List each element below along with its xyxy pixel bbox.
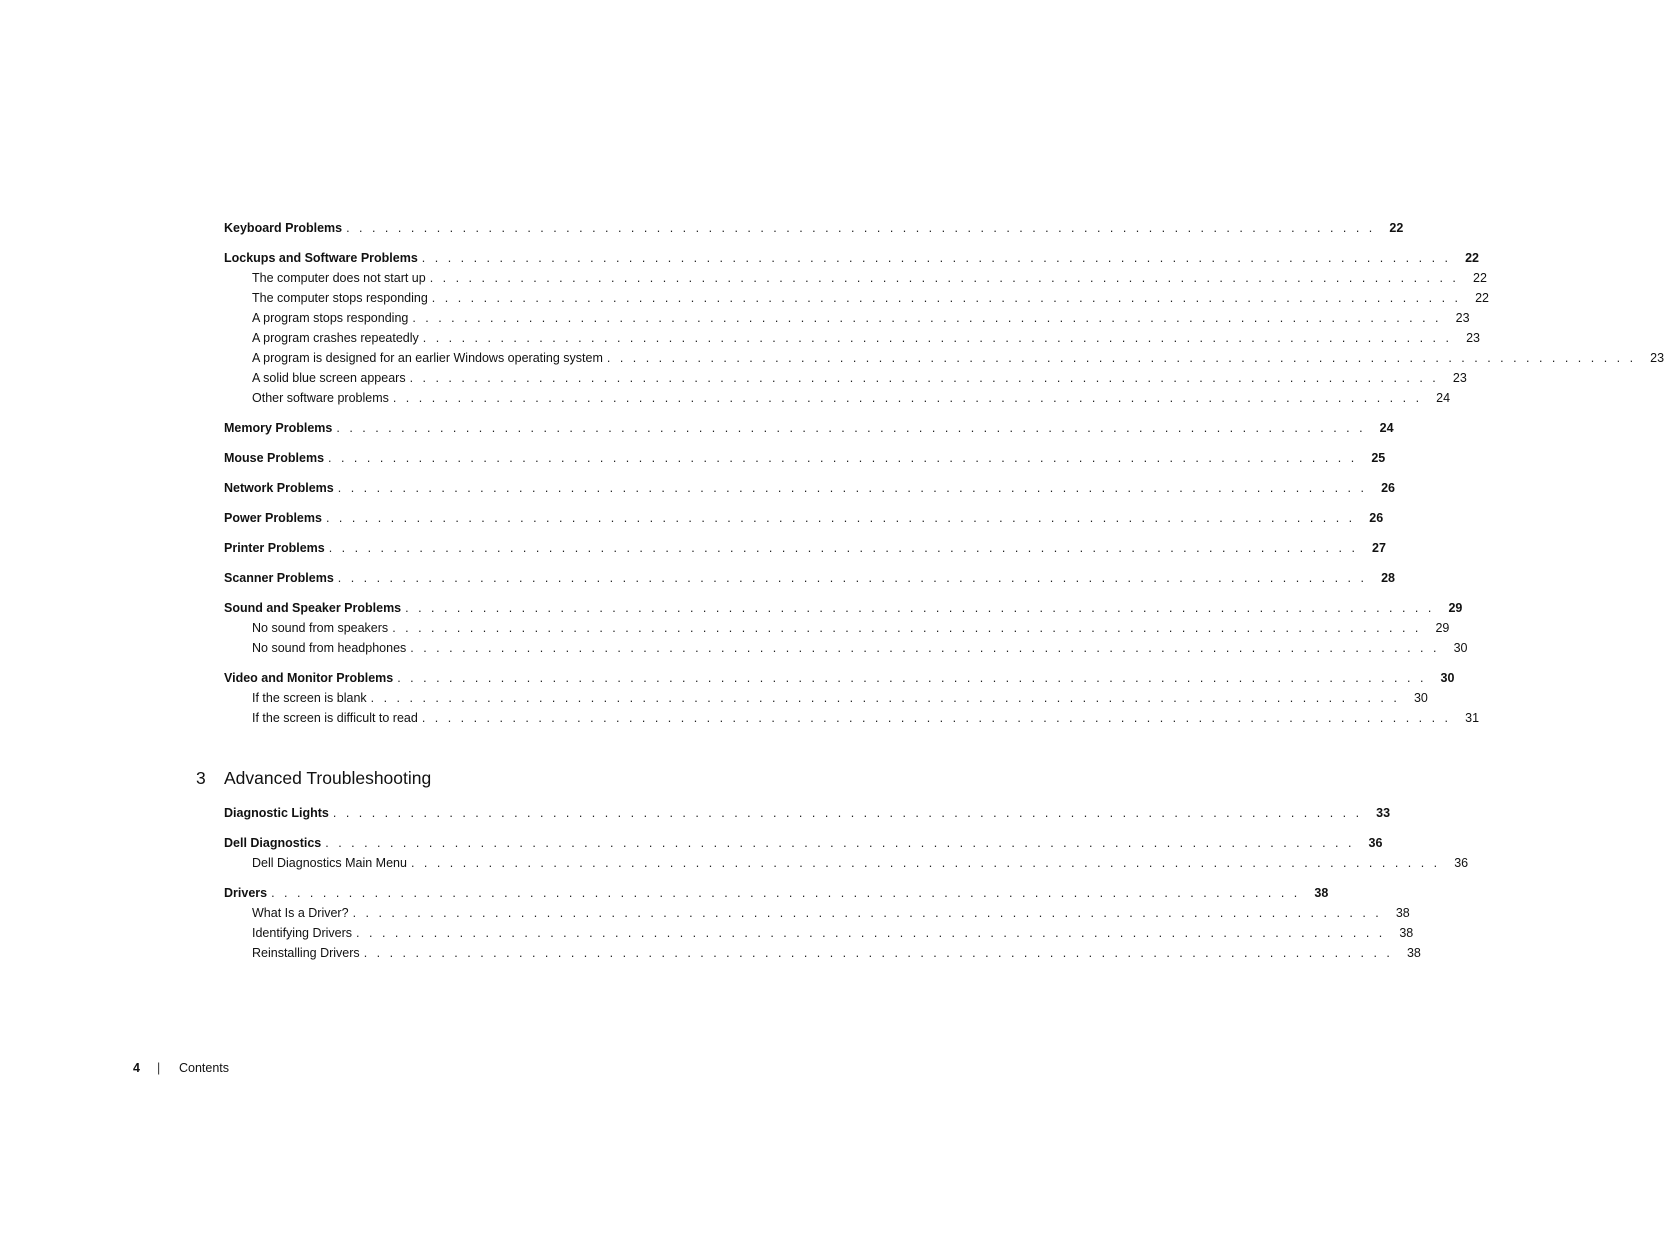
toc-entry-page-number: 26 (1369, 511, 1384, 525)
dot-leader: . . . . . . . . . . . . . . . . . . . . . . . . . . . . . . . . . . . . . . . . . . . . . . . . . . . . . . . . . . . . . . . . . . . . . . . . . . . . . . . . (421, 251, 1451, 265)
dot-leader: . . . . . . . . . . . . . . . . . . . . . . . . . . . . . . . . . . . . . . . . . . . . . . . . . . . . . . . . . . . . . . . . . . . . . . . . . . . . . . . . (405, 601, 1435, 615)
toc-entry-subheading[interactable] (224, 943, 1421, 963)
toc-entry-page-number: 23 (1455, 311, 1470, 325)
table-of-contents-section-a (224, 218, 1664, 728)
toc-entry-page-number: 22 (1475, 291, 1489, 305)
footer-page-number: 4 (133, 1061, 140, 1075)
toc-entry-page-number: 30 (1440, 671, 1455, 685)
table-of-contents-section-b (224, 803, 1469, 963)
toc-entry-subheading[interactable] (224, 708, 1480, 728)
dot-leader: . . . . . . . . . . . . . . . . . . . . . . . . . . . . . . . . . . . . . . . . . . . . . . . . . . . . . . . . . . . . . . . . . . . . . . . . . . . . . . . . (412, 311, 1442, 325)
toc-entry-title: Scanner Problems (224, 571, 334, 585)
toc-entry-title: What Is a Driver? (252, 906, 349, 920)
toc-entry-heading[interactable] (224, 833, 1383, 853)
toc-entry-heading[interactable] (224, 883, 1329, 903)
toc-entry-title: Dell Diagnostics Main Menu (252, 856, 407, 870)
toc-entry-page-number: 23 (1466, 331, 1480, 345)
dot-leader: . . . . . . . . . . . . . . . . . . . . . . . . . . . . . . . . . . . . . . . . . . . . . . . . . . . . . . . . . . . . . . . . . . . . . . . . . . . . . . . . (328, 451, 1358, 465)
toc-entry-title: Dell Diagnostics (224, 836, 322, 850)
toc-entry-page-number: 24 (1436, 391, 1451, 405)
toc-entry-page-number: 24 (1379, 421, 1394, 435)
dot-leader: . . . . . . . . . . . . . . . . . . . . . . . . . . . . . . . . . . . . . . . . . . . . . . . . . . . . . . . . . . . . . . . . . . . . . . . . . . . . . . . . (392, 391, 1423, 405)
toc-entry-title: A program crashes repeatedly (252, 331, 419, 345)
toc-entry-subheading[interactable] (224, 328, 1480, 348)
chapter-title: Advanced Troubleshooting (224, 768, 432, 788)
toc-entry-heading[interactable] (224, 568, 1395, 588)
toc-entry-page-number: 33 (1376, 806, 1391, 820)
toc-entry-subheading[interactable] (224, 268, 1487, 288)
toc-entry-subheading[interactable] (224, 923, 1414, 943)
toc-entry-page-number: 22 (1473, 271, 1487, 285)
toc-entry-heading[interactable] (224, 668, 1455, 688)
toc-entry-subheading[interactable] (224, 618, 1450, 638)
dot-leader: . . . . . . . . . . . . . . . . . . . . . . . . . . . . . . . . . . . . . . . . . . . . . . . . . . . . . . . . . . . . . . . . . . . . . . . . . . . . . . . . (422, 331, 1452, 345)
toc-entry-heading[interactable] (224, 478, 1395, 498)
toc-entry-page-number: 36 (1368, 836, 1383, 850)
toc-entry-subheading[interactable] (224, 853, 1469, 873)
dot-leader: . . . . . . . . . . . . . . . . . . . . . . . . . . . . . . . . . . . . . . . . . . . . . . . . . . . . . . . . . . . . . . . . . . . . . . . . . . . . . . . . (325, 836, 1355, 850)
toc-entry-subheading[interactable] (224, 903, 1410, 923)
footer-section-name: Contents (179, 1061, 230, 1075)
toc-entry-subheading[interactable] (224, 638, 1468, 658)
toc-entry-heading[interactable] (224, 448, 1386, 468)
toc-entry-title: Diagnostic Lights (224, 806, 329, 820)
toc-entry-subheading[interactable] (224, 368, 1467, 388)
toc-entry-title: Sound and Speaker Problems (224, 601, 402, 615)
dot-leader: . . . . . . . . . . . . . . . . . . . . . . . . . . . . . . . . . . . . . . . . . . . . . . . . . . . . . . . . . . . . . . . . . . . . . . . . . . . . . . . . (337, 481, 1367, 495)
toc-entry-page-number: 23 (1650, 351, 1664, 365)
toc-entry-title: A program is designed for an earlier Windows operating system (252, 351, 603, 365)
toc-entry-title: A solid blue screen appears (252, 371, 406, 385)
dot-leader: . . . . . . . . . . . . . . . . . . . . . . . . . . . . . . . . . . . . . . . . . . . . . . . . . . . . . . . . . . . . . . . . . . . . . . . . . . . . . . . . (271, 886, 1301, 900)
footer-separator: | (157, 1061, 161, 1075)
dot-leader: . . . . . . . . . . . . . . . . . . . . . . . . . . . . . . . . . . . . . . . . . . . . . . . . . . . . . . . . . . . . . . . . . . . . . . . . . . . . . . . . (410, 641, 1440, 655)
toc-entry-page-number: 22 (1389, 221, 1404, 235)
dot-leader: . . . . . . . . . . . . . . . . . . . . . . . . . . . . . . . . . . . . . . . . . . . . . . . . . . . . . . . . . . . . . . . . . . . . . . . . . . . . . . . . (421, 711, 1452, 725)
toc-entry-page-number: 30 (1413, 691, 1428, 705)
dot-leader: . . . . . . . . . . . . . . . . . . . . . . . . . . . . . . . . . . . . . . . . . . . . . . . . . . . . . . . . . . . . . . . . . . . . . . . . . . . . . . . . (336, 421, 1366, 435)
dot-leader: . . . . . . . . . . . . . . . . . . . . . . . . . . . . . . . . . . . . . . . . . . . . . . . . . . . . . . . . . . . . . . . . . . . . . . . . . . . . . . . . (363, 946, 1393, 960)
toc-entry-heading[interactable] (224, 218, 1404, 238)
dot-leader: . . . . . . . . . . . . . . . . . . . . . . . . . . . . . . . . . . . . . . . . . . . . . . . . . . . . . . . . . . . . . . . . . . . . . . . . . . . . . . . . (352, 906, 1382, 920)
toc-entry-heading[interactable] (224, 508, 1384, 528)
toc-entry-title: Video and Monitor Problems (224, 671, 394, 685)
toc-entry-title: Network Problems (224, 481, 334, 495)
toc-entry-page-number: 29 (1435, 621, 1450, 635)
toc-entry-page-number: 30 (1453, 641, 1468, 655)
dot-leader: . . . . . . . . . . . . . . . . . . . . . . . . . . . . . . . . . . . . . . . . . . . . . . . . . . . . . . . . . . . . . . . . . . . . . . . . . . . . . . . . (606, 351, 1637, 365)
toc-entry-title: Reinstalling Drivers (252, 946, 360, 960)
toc-entry-subheading[interactable] (224, 688, 1428, 708)
toc-entry-title: Lockups and Software Problems (224, 251, 418, 265)
toc-entry-title: The computer does not start up (252, 271, 426, 285)
dot-leader: . . . . . . . . . . . . . . . . . . . . . . . . . . . . . . . . . . . . . . . . . . . . . . . . . . . . . . . . . . . . . . . . . . . . . . . . . . . . . . . . (392, 621, 1422, 635)
toc-entry-title: Power Problems (224, 511, 322, 525)
dot-leader: . . . . . . . . . . . . . . . . . . . . . . . . . . . . . . . . . . . . . . . . . . . . . . . . . . . . . . . . . . . . . . . . . . . . . . . . . . . . . . . . (328, 541, 1358, 555)
toc-entry-subheading[interactable] (224, 388, 1451, 408)
toc-entry-heading[interactable] (224, 538, 1386, 558)
dot-leader: . . . . . . . . . . . . . . . . . . . . . . . . . . . . . . . . . . . . . . . . . . . . . . . . . . . . . . . . . . . . . . . . . . . . . . . . . . . . . . . . (429, 271, 1459, 285)
dot-leader: . . . . . . . . . . . . . . . . . . . . . . . . . . . . . . . . . . . . . . . . . . . . . . . . . . . . . . . . . . . . . . . . . . . . . . . . . . . . . . . . (346, 221, 1376, 235)
dot-leader: . . . . . . . . . . . . . . . . . . . . . . . . . . . . . . . . . . . . . . . . . . . . . . . . . . . . . . . . . . . . . . . . . . . . . . . . . . . . . . . . (409, 371, 1439, 385)
dot-leader: . . . . . . . . . . . . . . . . . . . . . . . . . . . . . . . . . . . . . . . . . . . . . . . . . . . . . . . . . . . . . . . . . . . . . . . . . . . . . . . . (332, 806, 1363, 820)
toc-entry-title: Drivers (224, 886, 268, 900)
dot-leader: . . . . . . . . . . . . . . . . . . . . . . . . . . . . . . . . . . . . . . . . . . . . . . . . . . . . . . . . . . . . . . . . . . . . . . . . . . . . . . . . (397, 671, 1427, 685)
toc-entry-title: A program stops responding (252, 311, 409, 325)
toc-entry-page-number: 28 (1381, 571, 1395, 585)
toc-entry-title: No sound from speakers (252, 621, 389, 635)
toc-entry-subheading[interactable] (224, 308, 1470, 328)
dot-leader: . . . . . . . . . . . . . . . . . . . . . . . . . . . . . . . . . . . . . . . . . . . . . . . . . . . . . . . . . . . . . . . . . . . . . . . . . . . . . . . . (370, 691, 1400, 705)
toc-entry-page-number: 38 (1395, 906, 1410, 920)
toc-entry-subheading[interactable] (224, 348, 1664, 368)
toc-entry-title: No sound from headphones (252, 641, 407, 655)
dot-leader: . . . . . . . . . . . . . . . . . . . . . . . . . . . . . . . . . . . . . . . . . . . . . . . . . . . . . . . . . . . . . . . . . . . . . . . . . . . . . . . . (356, 926, 1386, 940)
toc-entry-page-number: 38 (1399, 926, 1414, 940)
toc-entry-title: If the screen is blank (252, 691, 367, 705)
toc-entry-title: Other software problems (252, 391, 389, 405)
toc-entry-heading[interactable] (224, 418, 1394, 438)
toc-entry-page-number: 38 (1406, 946, 1421, 960)
dot-leader: . . . . . . . . . . . . . . . . . . . . . . . . . . . . . . . . . . . . . . . . . . . . . . . . . . . . . . . . . . . . . . . . . . . . . . . . . . . . . . . . (325, 511, 1356, 525)
toc-entry-page-number: 38 (1314, 886, 1329, 900)
toc-entry-heading[interactable] (224, 598, 1463, 618)
toc-entry-page-number: 29 (1448, 601, 1463, 615)
toc-entry-heading[interactable] (224, 248, 1479, 268)
toc-entry-page-number: 26 (1381, 481, 1395, 495)
toc-entry-subheading[interactable] (224, 288, 1489, 308)
dot-leader: . . . . . . . . . . . . . . . . . . . . . . . . . . . . . . . . . . . . . . . . . . . . . . . . . . . . . . . . . . . . . . . . . . . . . . . . . . . . . . . . (431, 291, 1461, 305)
toc-entry-title: Mouse Problems (224, 451, 325, 465)
dot-leader: . . . . . . . . . . . . . . . . . . . . . . . . . . . . . . . . . . . . . . . . . . . . . . . . . . . . . . . . . . . . . . . . . . . . . . . . . . . . . . . . (410, 856, 1441, 870)
toc-entry-page-number: 23 (1452, 371, 1467, 385)
toc-entry-page-number: 31 (1465, 711, 1480, 725)
toc-entry-title: Keyboard Problems (224, 221, 343, 235)
chapter-number: 3 (196, 768, 206, 788)
chapter-heading (196, 768, 431, 789)
toc-entry-heading[interactable] (224, 803, 1391, 823)
toc-entry-page-number: 36 (1454, 856, 1469, 870)
toc-entry-title: Memory Problems (224, 421, 333, 435)
toc-entry-page-number: 27 (1372, 541, 1386, 555)
toc-entry-title: The computer stops responding (252, 291, 428, 305)
toc-entry-title: Printer Problems (224, 541, 325, 555)
toc-entry-page-number: 22 (1465, 251, 1479, 265)
toc-entry-page-number: 25 (1371, 451, 1386, 465)
toc-entry-title: If the screen is difficult to read (252, 711, 418, 725)
toc-entry-title: Identifying Drivers (252, 926, 353, 940)
page-footer (133, 1061, 229, 1075)
dot-leader: . . . . . . . . . . . . . . . . . . . . . . . . . . . . . . . . . . . . . . . . . . . . . . . . . . . . . . . . . . . . . . . . . . . . . . . . . . . . . . . . (337, 571, 1367, 585)
